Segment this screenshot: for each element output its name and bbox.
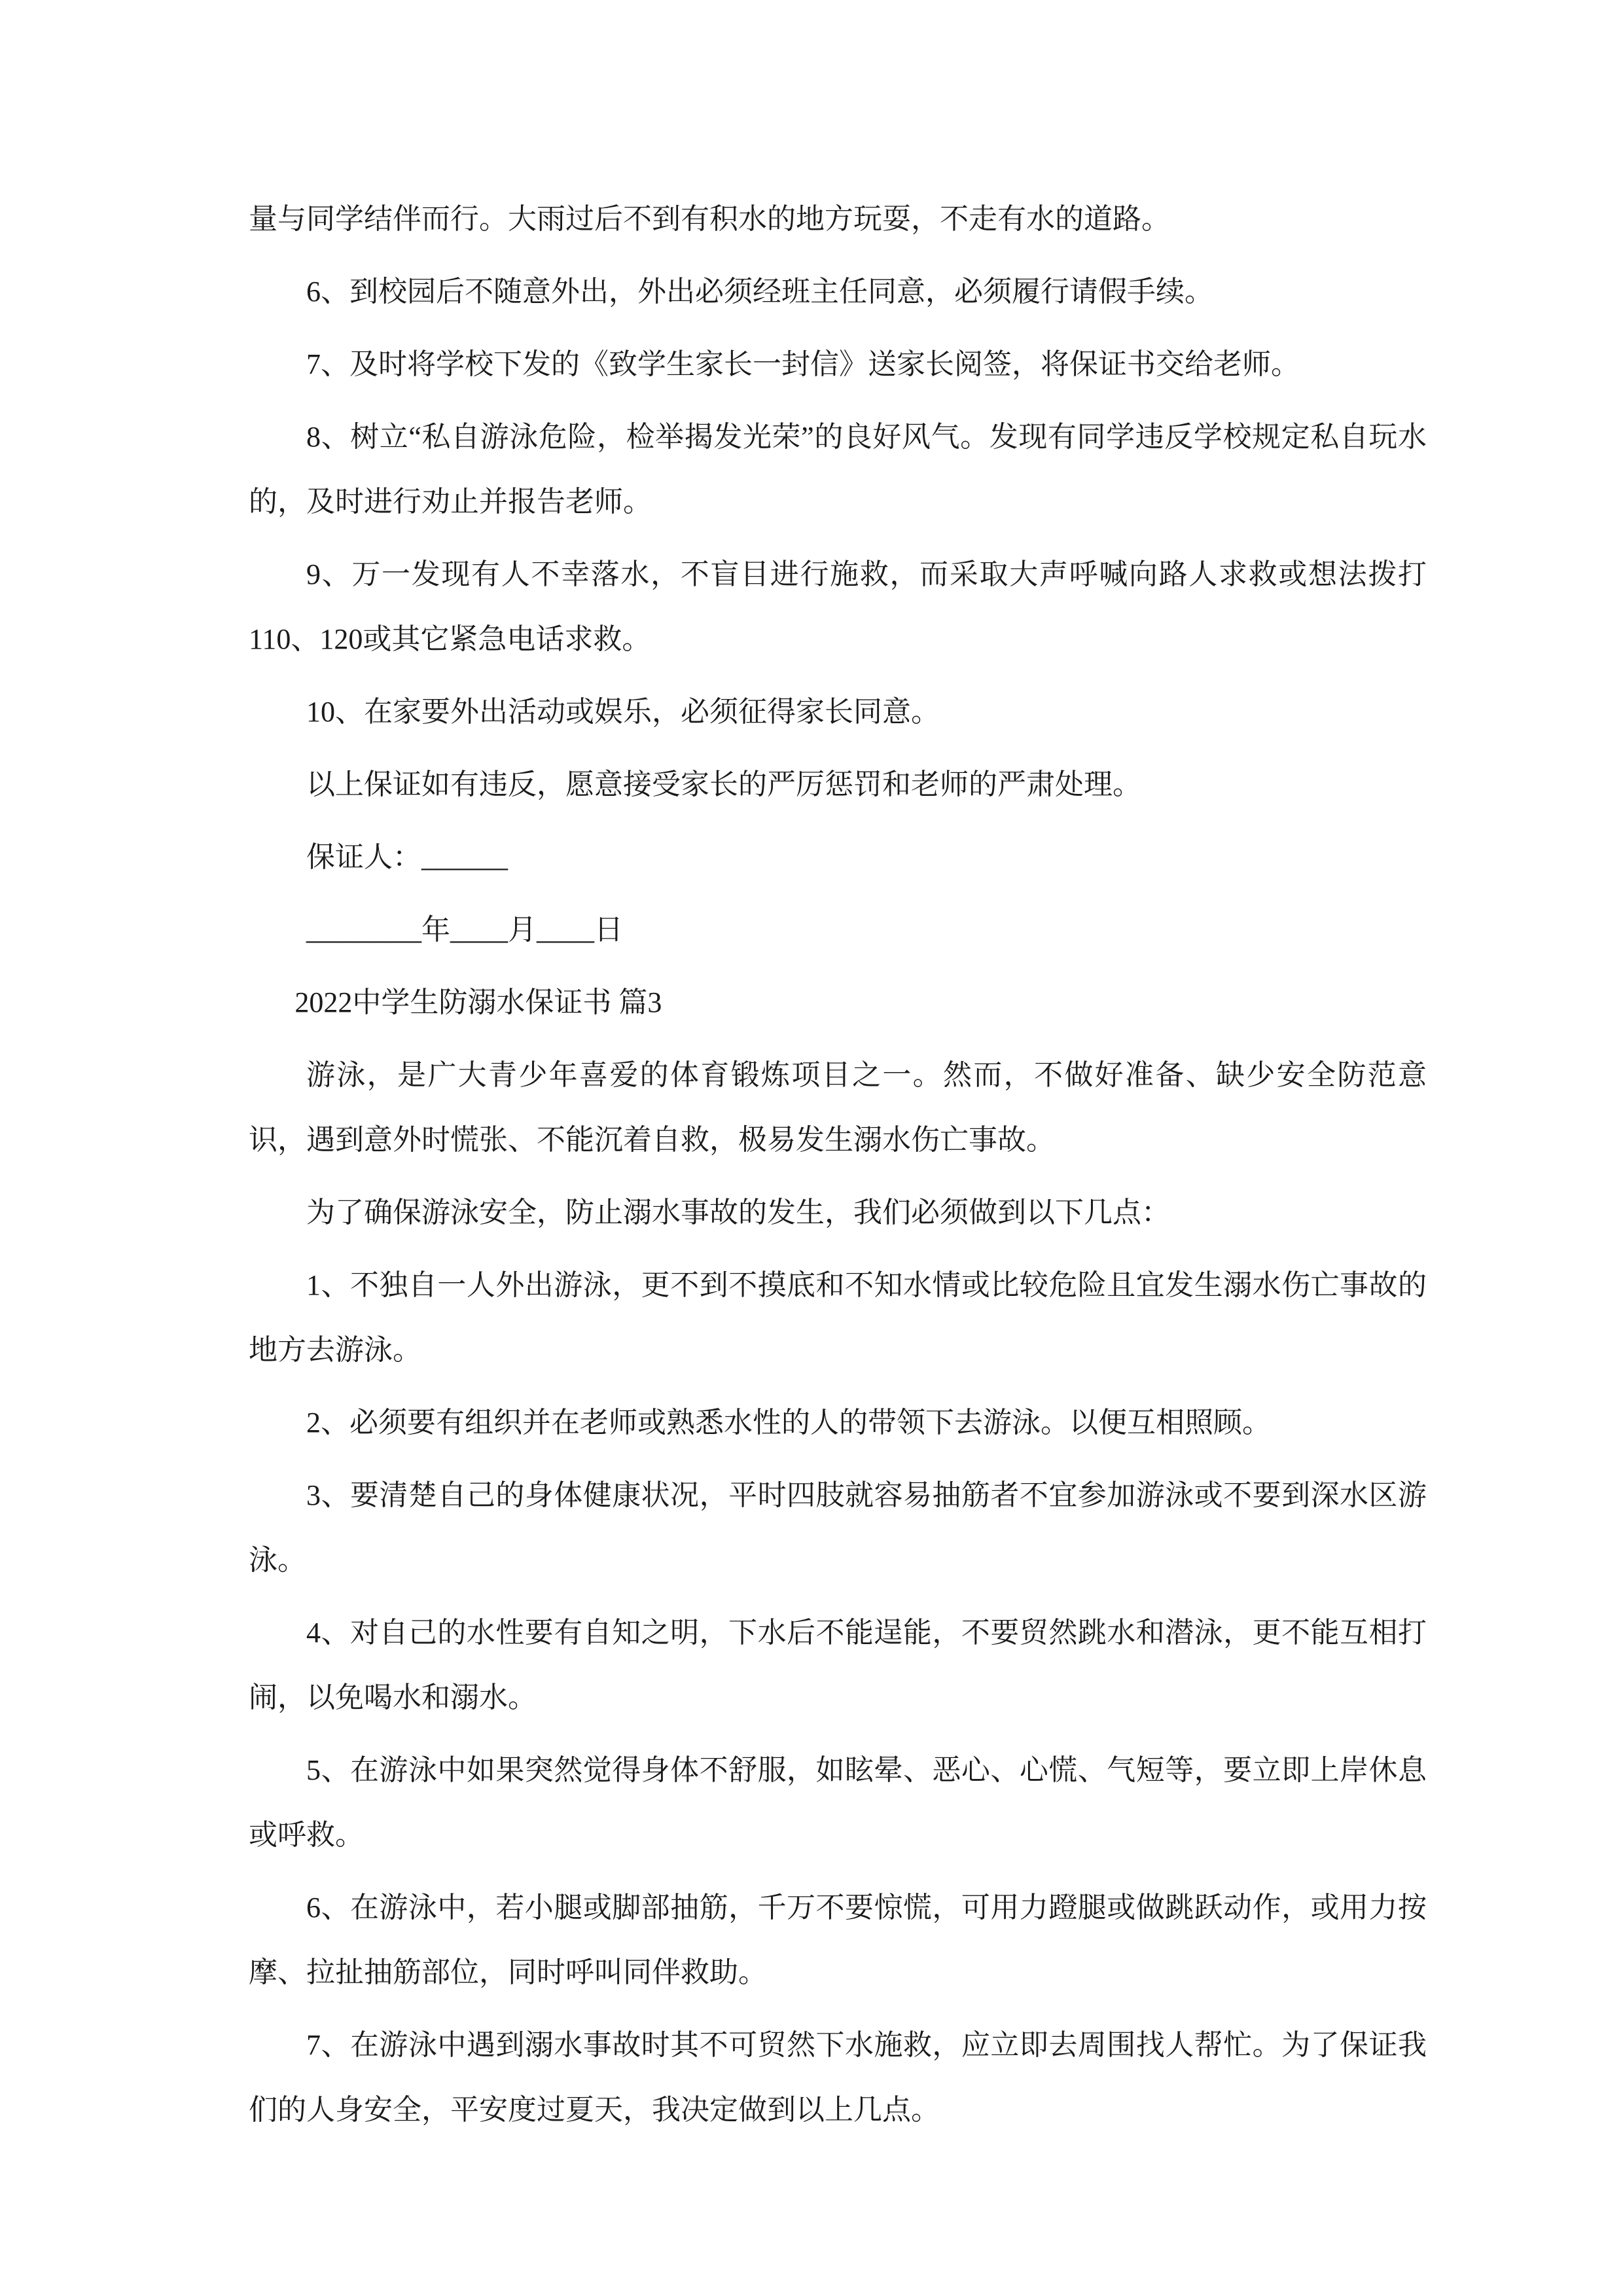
document-body — [249, 187, 1427, 2142]
paragraph: 7、及时将学校下发的《致学生家长一封信》送家长阅签，将保证书交给老师。 — [306, 348, 1300, 380]
paragraph: 6、到校园后不随意外出，外出必须经班主任同意，必须履行请假手续。 — [306, 276, 1213, 308]
paragraph: 2、必须要有组织并在老师或熟悉水性的人的带领下去游泳。以便互相照顾。 — [306, 1407, 1271, 1439]
paragraph: 游泳，是广大青少年喜爱的体育锻炼项目之一。然而，不做好准备、缺少安全防范意识，遇到意外时慌张、不能沉着自救，极易发生溺水伤亡事故。 — [249, 1059, 1427, 1156]
paragraph: 7、在游泳中遇到溺水事故时其不可贸然下水施救，应立即去周围找人帮忙。为了保证我们的人身安全，平安度过夏天，我决定做到以上几点。 — [249, 2029, 1427, 2126]
section-title: 2022中学生防溺水保证书 篇3 — [294, 986, 662, 1018]
paragraph: 8、树立“私自游泳危险，检举揭发光荣”的良好风气。发现有同学违反学校规定私自玩水的，及时进行劝止并报告老师。 — [249, 421, 1427, 518]
date-line: ________年____月____日 — [306, 914, 623, 946]
signature-line: 保证人：______ — [306, 841, 508, 873]
paragraph: 3、要清楚自己的身体健康状况，平时四肢就容易抽筋者不宜参加游泳或不要到深水区游泳。 — [249, 1479, 1427, 1576]
paragraph: 9、万一发现有人不幸落水，不盲目进行施救，而采取大声呼喊向路人求救或想法拨打110、120或其它紧急电话求救。 — [249, 558, 1427, 655]
paragraph: 10、在家要外出活动或娱乐，必须征得家长同意。 — [306, 696, 940, 728]
paragraph: 为了确保游泳安全，防止溺水事故的发生，我们必须做到以下几点： — [306, 1196, 1170, 1229]
paragraph: 以上保证如有违反，愿意接受家长的严厉惩罚和老师的严肃处理。 — [306, 768, 1141, 800]
paragraph: 5、在游泳中如果突然觉得身体不舒服，如眩晕、恶心、心慌、气短等，要立即上岸休息或呼救。 — [249, 1754, 1427, 1851]
paragraph: 1、不独自一人外出游泳，更不到不摸底和不知水情或比较危险且宜发生溺水伤亡事故的地方去游泳。 — [249, 1269, 1427, 1366]
paragraph: 6、在游泳中，若小腿或脚部抽筋，千万不要惊慌，可用力蹬腿或做跳跃动作，或用力按摩、拉扯抽筋部位，同时呼叫同伴救助。 — [249, 1892, 1427, 1988]
paragraph: 4、对自己的水性要有自知之明，下水后不能逞能，不要贸然跳水和潜泳，更不能互相打闹，以免喝水和溺水。 — [249, 1617, 1427, 1713]
paragraph-continuation: 量与同学结伴而行。大雨过后不到有积水的地方玩耍，不走有水的道路。 — [249, 203, 1170, 235]
